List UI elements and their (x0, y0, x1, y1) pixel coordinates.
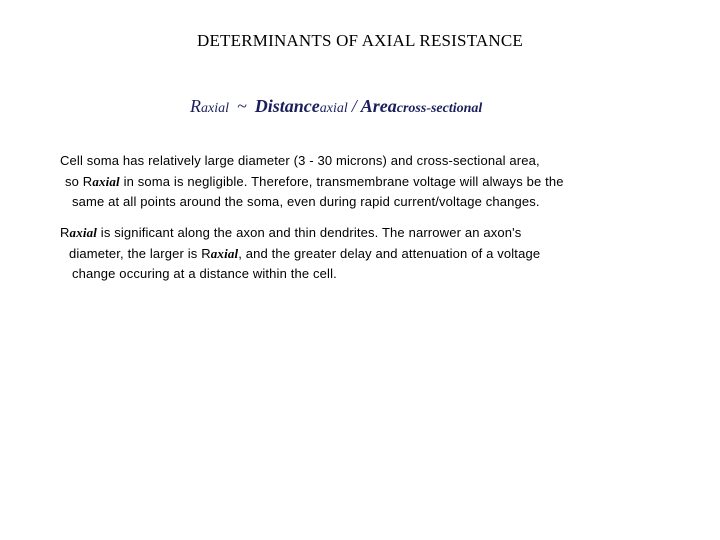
formula-distance: Distance (254, 96, 320, 116)
axon-paragraph-line-3: change occuring at a distance within the cell. (72, 266, 337, 281)
soma-paragraph-line-2 (60, 172, 564, 193)
soma-line-2-suffix: in soma is negligible. Therefore, transmembrane voltage will always be the (119, 173, 564, 189)
soma-line-2-prefix: so R (65, 173, 93, 189)
axial-resistance-formula (190, 96, 482, 117)
formula-distance-subscript: axial (319, 101, 348, 116)
axon-raxial-subscript-1: axial (69, 225, 98, 240)
soma-paragraph (60, 151, 564, 213)
axon-line-2-suffix: , and the greater delay and attenuation of a voltage (238, 245, 541, 261)
formula-r: R (190, 96, 201, 116)
axon-line-1-prefix: R (60, 225, 70, 240)
formula-slash: / (351, 96, 357, 116)
axon-paragraph (60, 223, 540, 285)
axon-raxial-subscript-2: axial (210, 245, 239, 261)
axon-line-1-suffix: is significant along the axon and thin dendrites. The narrower an axon's (97, 225, 522, 240)
formula-r-subscript: axial (201, 101, 229, 116)
page-title: DETERMINANTS OF AXIAL RESISTANCE (197, 31, 523, 50)
formula-tilde: ~ (237, 96, 247, 116)
axon-paragraph-line-1 (60, 223, 540, 244)
formula-area: Area (360, 96, 397, 116)
axon-line-2-prefix: diameter, the larger is R (69, 245, 211, 261)
soma-raxial-subscript: axial (92, 173, 120, 189)
soma-paragraph-line-1: Cell soma has relatively large diameter (3 - 30 microns) and cross-sectional area, (60, 153, 540, 168)
axon-paragraph-line-2 (60, 244, 540, 265)
formula-area-subscript: cross-sectional (396, 101, 483, 116)
soma-paragraph-line-3: same at all points around the soma, even during rapid current/voltage changes. (72, 194, 540, 209)
